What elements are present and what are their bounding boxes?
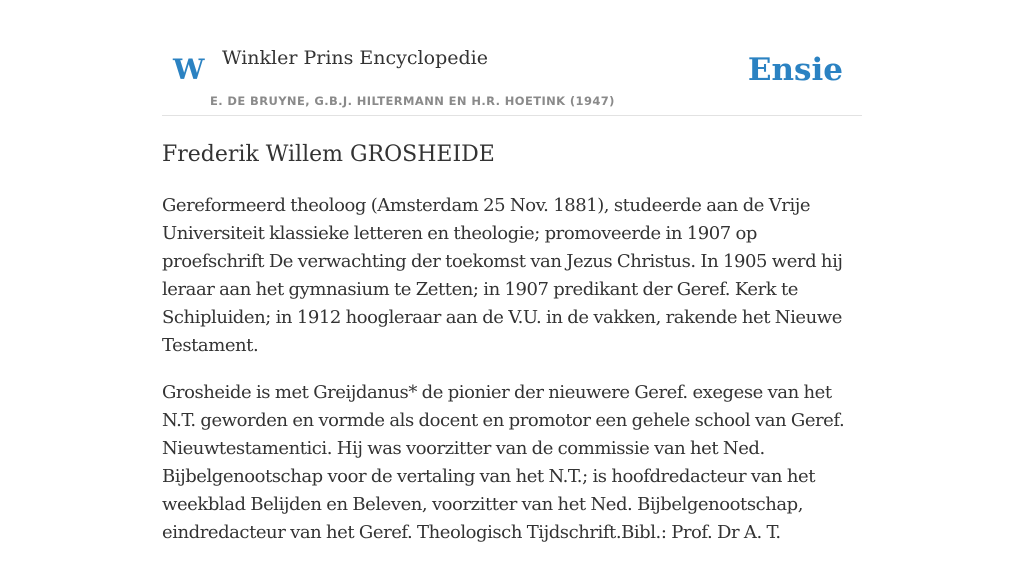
article-paragraph: Gereformeerd theoloog (Amsterdam 25 Nov. 1881), studeerde aan de Vrije Universiteit klassieke letteren en theologie; promoveerde in 1907 op proefschrift De verwachting der toekomst van Jezus Christus. In 1905 werd hij leraar aan het gymnasium te Zetten; in 1907 predikant der Geref. Kerk te Schipluiden; in 1912 hoogleraar aan de V.U. in de vakken, rakende het Nieuwe Testament.: [162, 195, 843, 356]
brand-logo[interactable]: Ensie: [747, 52, 843, 88]
site-header: [162, 0, 862, 116]
article-paragraph: Grosheide is met Greijdanus* de pionier der nieuwere Geref. exegese van het N.T. geworden en vormde als docent en promotor een gehele school van Geref. Nieuwtestamentici. Hij was voorzitter van de commissie van het Ned. Bijbelgenootschap voor de vertaling van het N.T.; is hoofdredacteur van het weekblad Belijden en Beleven, voorzitter van het Ned. Bijbelgenootschap, eindredacteur van het Geref. Theologisch Tijdschrift.Bibl.: Prof. Dr A. T.: [162, 382, 845, 543]
page: [162, 0, 862, 543]
site-title[interactable]: Winkler Prins Encyclopedie: [222, 47, 488, 69]
article-title: Frederik Willem GROSHEIDE: [162, 142, 495, 167]
authors-line: E. DE BRUYNE, G.B.J. HILTERMANN EN H.R. HOETINK (1947): [210, 94, 615, 108]
article-body: [162, 192, 862, 566]
site-logo[interactable]: W: [173, 53, 205, 86]
